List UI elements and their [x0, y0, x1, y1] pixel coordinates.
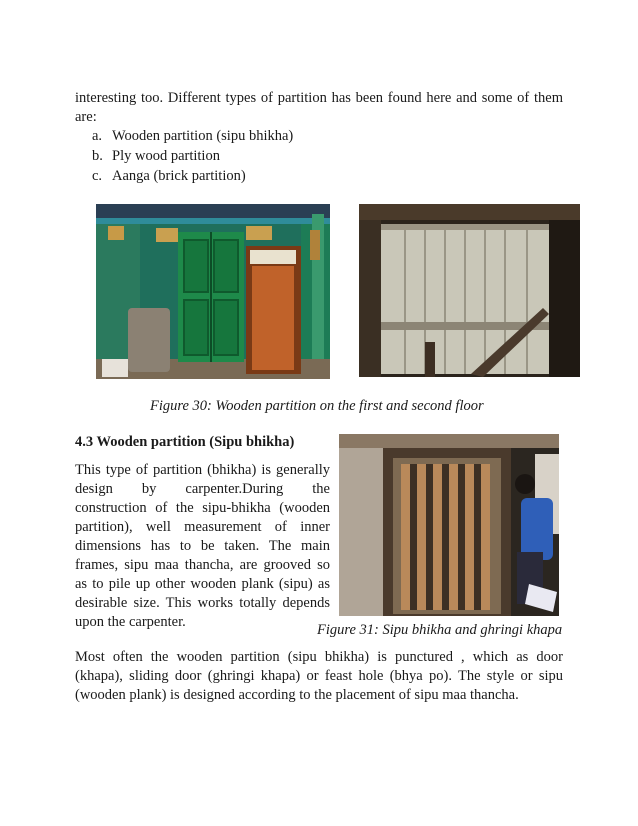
closing-line: Most often the wooden partition (sipu bhikha) is punctured , which as door: [75, 649, 563, 665]
section-para-line: construction of the sipu-bhikha (wooden: [75, 500, 330, 516]
list-item: b. Ply wood partition: [92, 148, 220, 164]
section-para-line: frames, sipu maa thancha, are grooved so: [75, 557, 330, 573]
partition-types-list: [92, 126, 293, 186]
list-item: a. Wooden partition (sipu bhikha): [92, 128, 294, 144]
section-para-line: This type of partition (bhikha) is generally: [75, 462, 330, 478]
closing-line: (wooden plank) is designed according to the placement of sipu maa thancha.: [75, 687, 519, 703]
section-para-line: upon the carpenter.: [75, 614, 186, 630]
section-para-line: design by carpenter.During the: [75, 481, 330, 497]
figure31-photo: [339, 434, 559, 616]
section-heading: 4.3 Wooden partition (Sipu bhikha): [75, 434, 295, 450]
section-para-line: dimensions has to be taken. The main: [75, 538, 330, 554]
list-item: c. Aanga (brick partition): [92, 168, 246, 184]
section-para-line: partition), well measurement of inner: [75, 519, 330, 535]
figure31-caption: Figure 31: Sipu bhikha and ghringi khapa: [317, 622, 563, 638]
figure30-photo-first-floor: [96, 204, 330, 379]
closing-line: (khapa), sliding door (ghringi khapa) or feast hole (bhya po). The style or sipu: [75, 668, 563, 684]
intro-line-1: interesting too. Different types of partition has been found here and some of them: [75, 90, 563, 106]
intro-line-2: are:: [75, 109, 97, 125]
figure30-photo-second-floor: [359, 204, 580, 377]
figure30-caption: Figure 30: Wooden partition on the first and second floor: [150, 398, 484, 414]
section-para-line: desirable size. This works totally depends: [75, 595, 330, 611]
section-para-line: as to pile up other wooden plank (sipu) as: [75, 576, 330, 592]
